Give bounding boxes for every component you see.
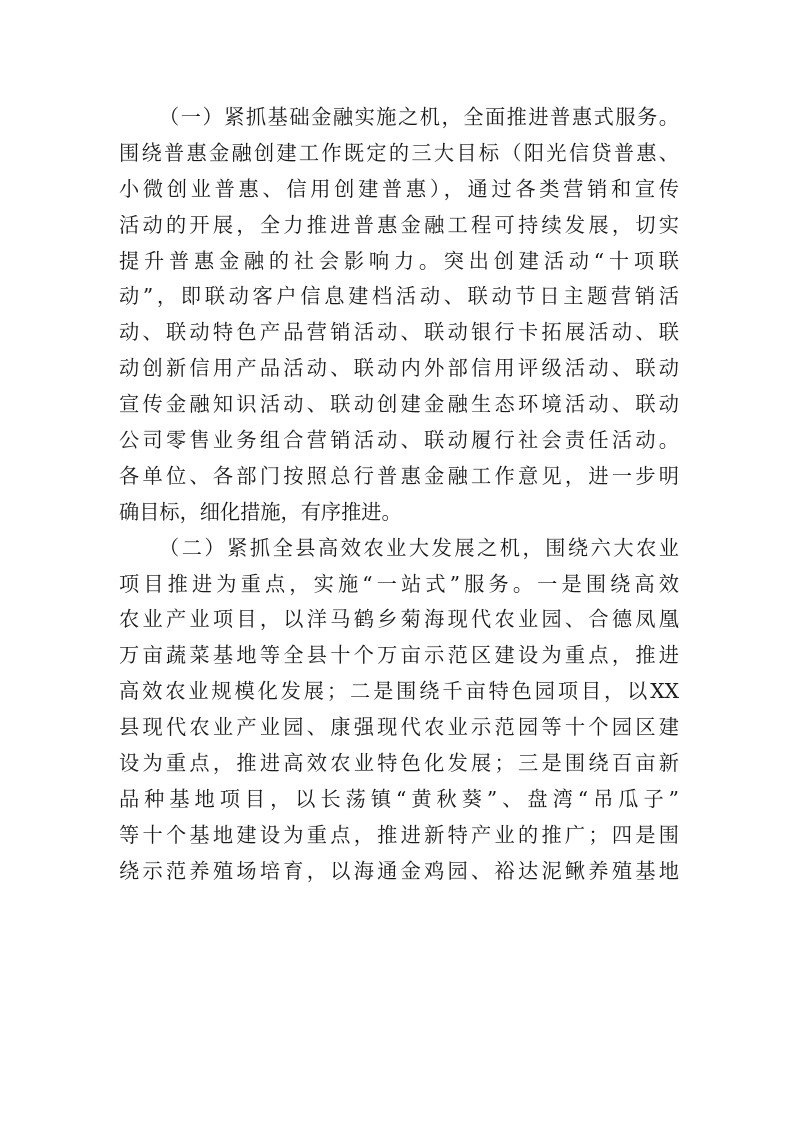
text-line: （一）紧抓基础金融实施之机，全面推进普惠式服务。 [159, 105, 679, 129]
text-line: 小微创业普惠、信用创建普惠），通过各类营销和宣传 [119, 176, 679, 201]
document-body [119, 100, 679, 890]
text-line: 动、联动特色产品营销活动、联动银行卡拓展活动、联 [119, 320, 679, 345]
text-line: 动创新信用产品活动、联动内外部信用评级活动、联动 [119, 356, 679, 381]
paragraph-2 [119, 531, 679, 890]
text-line: 县现代农业产业园、康强现代农业示范园等十个园区建 [119, 715, 679, 740]
text-line: 农业产业项目，以洋马鹤乡菊海现代农业园、合德凤凰 [119, 607, 679, 632]
text-line: 提升普惠金融的社会影响力。突出创建活动“十项联 [119, 248, 679, 273]
text-line: 活动的开展，全力推进普惠金融工程可持续发展，切实 [119, 212, 679, 237]
text-line: 宣传金融知识活动、联动创建金融生态环境活动、联动 [119, 392, 679, 417]
text-line: 公司零售业务组合营销活动、联动履行社会责任活动。 [119, 428, 679, 453]
text-line: 绕示范养殖场培育，以海通金鸡园、裕达泥鳅养殖基地 [119, 858, 679, 883]
text-line: 高效农业规模化发展；二是围绕千亩特色园项目，以XX [119, 679, 679, 704]
paragraph-1 [119, 100, 679, 531]
text-line: 设为重点，推进高效农业特色化发展；三是围绕百亩新 [119, 751, 679, 776]
text-line: 确目标，细化措施，有序推进。 [119, 499, 402, 524]
text-line: 项目推进为重点，实施“一站式”服务。一是围绕高效 [119, 571, 679, 596]
text-line: 万亩蔬菜基地等全县十个万亩示范区建设为重点，推进 [119, 643, 679, 668]
text-line: 围绕普惠金融创建工作既定的三大目标（阳光信贷普惠、 [119, 140, 679, 165]
text-line: 品种基地项目，以长荡镇“黄秋葵”、盘湾“吊瓜子” [119, 786, 679, 811]
text-line: 各单位、各部门按照总行普惠金融工作意见，进一步明 [119, 463, 679, 488]
text-line: 动”，即联动客户信息建档活动、联动节日主题营销活 [119, 284, 679, 309]
text-line: （二）紧抓全县高效农业大发展之机，围绕六大农业 [159, 535, 679, 560]
text-line: 等十个基地建设为重点，推进新特产业的推广；四是围 [119, 822, 679, 847]
